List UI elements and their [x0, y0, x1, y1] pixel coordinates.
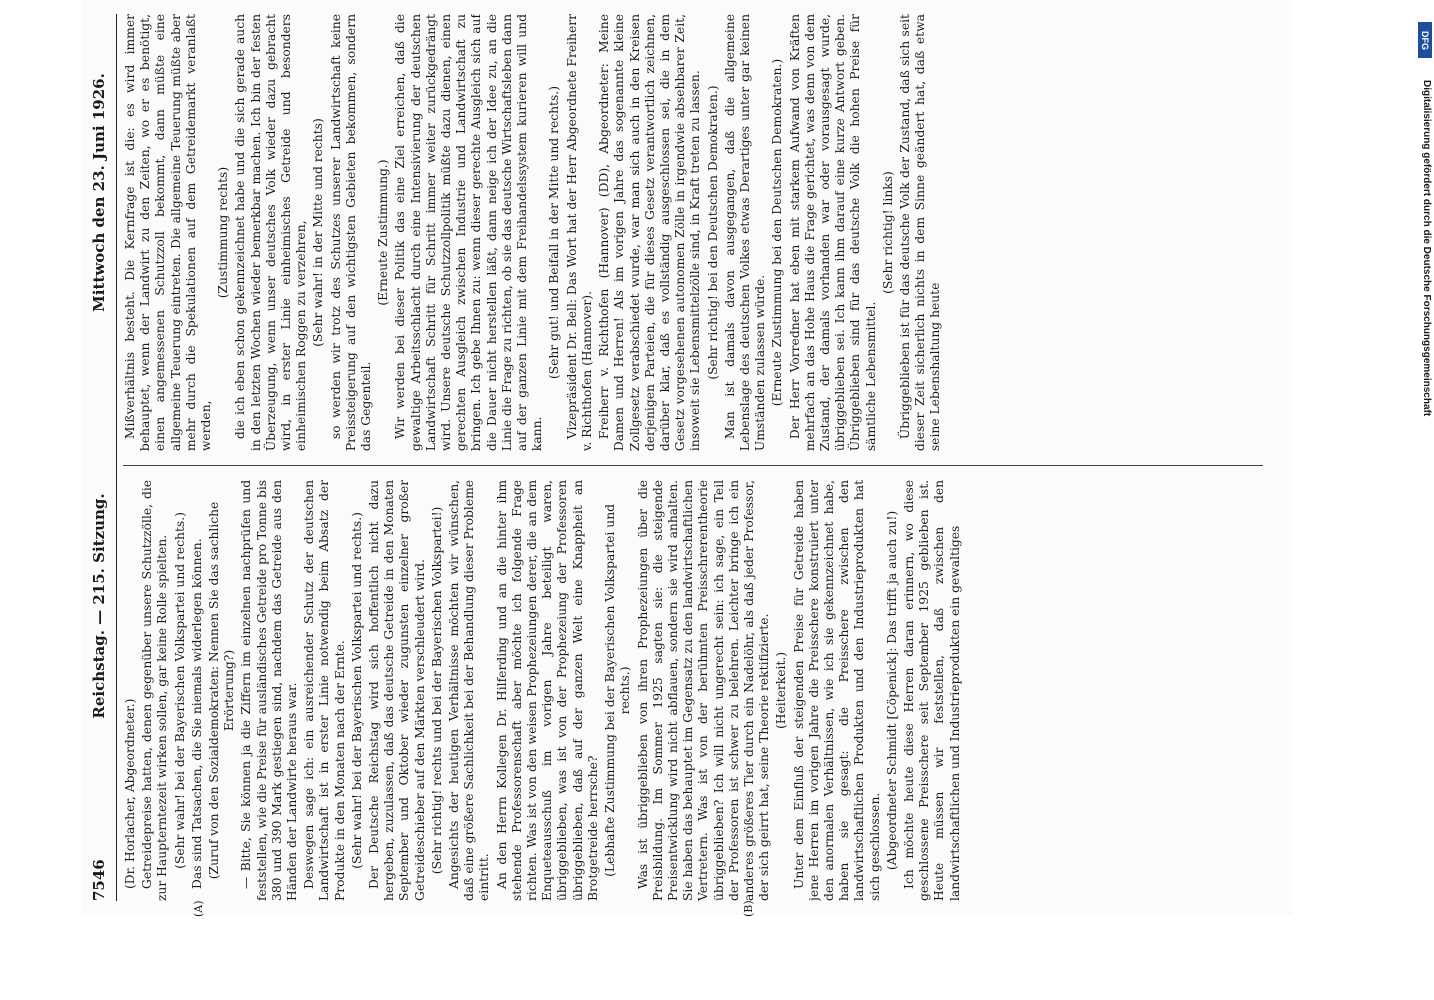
paragraph: Vizepräsident Dr. Bell: Das Wort hat der Herr Abgeordnete Freiherr v. Richthofen (Hannover). — [564, 14, 594, 452]
paragraph: so werden wir trotz des Schutzes unserer Landwirtschaft keine Preissteigerung auf den wichtigsten Gebieten bekommen, sondern das Gegenteil. — [328, 14, 374, 452]
right-column — [123, 14, 1263, 451]
paragraph: An den Herrn Kollegen Dr. Hilferding und an die hinter ihm stehende Professorenschaft aber möchte ich folgende Frage richten. Was ist von den weisen Prophezeiungen derer, die an dem Enqueteausschuß im vorigen Jahre beteiligt waren, übriggeblieben, was ist von der Prophezeiung der Professoren übriggeblieben, daß auf der ganzen Welt eine Knappheit an Brotgetreide herrsche? — [494, 479, 600, 901]
paragraph: Man ist damals davon ausgegangen, daß die allgemeine Lebenslage des deutschen Volkes etwas Derartiges unter gar keinen Umständen zulassen würde. — [722, 14, 768, 452]
paragraph: Das sind Tatsachen, die Sie niemals widerlegen können. — [189, 538, 204, 889]
paragraph: (Erneute Zustimmung.) — [376, 159, 391, 306]
margin-marker-b: (B) — [742, 900, 755, 917]
paragraph: Übriggeblieben ist für das deutsche Volk der Zustand, daß sich seit dieser Zeit sicherlich nichts in dem Sinne geändert hat, daß etwa seine Lebenshaltung heute — [897, 14, 943, 452]
paragraph: — Bitte, Sie können ja die Ziffern im einzelnen nachprüfen und feststellen, wie die Preise für ausländisches Getreide pro Tonne bis 380 und 390 Mark gestiegen sind, nachdem das Getreide aus den Händen der Landwirte heraus war. — [239, 479, 300, 901]
paragraph: Wir werden bei dieser Politik das eine Ziel erreichen, daß die gewaltige Arbeitsschlacht durch eine Intensivierung der deutschen Landwirtschaft Schritt für Schritt immer weiter zurückgedrängt wird. Unsere deutsche Schutzzollpolitik müßte dazu dienen, einen gerechten Ausgleich zwischen Industrie und Landwirtschaft zu bringen. Ich gebe Ihnen zu: wenn dieser gerechte Ausgleich sich auf die Dauer nicht herstellen läßt, dann neige ich der Idee zu, an die Linie die Frage zu richten, ob sie das deutsche Wirtschaftsleben dann auf der ganzen Linie mit dem Freihandelssystem kurieren will und kann. — [393, 14, 545, 452]
paragraph: Der Herr Vorredner hat eben mit starkem Aufwand von Kräften mehrfach an das Hohe Haus die Frage gerichtet, was denn von dem Zustand, der damals vorhanden war oder vorausgesagt wurde, übriggeblieben sei. Ich kann ihm darauf eine kurze Antwort geben. Übriggeblieben sind für das deutsche Volk die hohen Preise für sämtliche Lebensmittel. — [787, 14, 878, 452]
paragraph: (Sehr wahr! in der Mitte und rechts) — [311, 118, 326, 347]
paragraph: (Sehr richtig! rechts und bei der Bayerischen Volkspartei!) — [429, 506, 444, 875]
left-column — [123, 480, 1263, 901]
funding-note-text: Digitalisierung gefördert durch die Deutsche Forschungsgemeinschaft — [1421, 80, 1432, 417]
paragraph: Was ist übriggeblieben von ihren Prophezeiungen über die Preisbildung. Im Sommer 1925 sagten sie: die steigende Preisentwicklung wird nicht abflauen, sondern sie wird anhalten. Sie haben das behauptet im Gegensatz zu den landwirtschaftlichen Vertretern. Was ist von der berühmten Preisschrerentheorie übriggeblieben? Ich will nicht ungerecht sein: ich sage, ein Teil der Professoren ist schwer zu belehren. Leichter bringe ich ein anderes größeres Tier durch ein Nadelöhr, als daß jeder Professor, der sich geirrt hat, seine Theorie rektifizierte. — [635, 479, 772, 901]
paragraph: (Sehr wahr! bei der Bayerischen Volkspartei und rechts.) — [349, 512, 364, 869]
header-rule — [116, 14, 117, 901]
paragraph: (Sehr richtig! bei den Deutschen Demokraten.) — [705, 85, 720, 380]
funding-note — [1416, 10, 1434, 710]
paragraph: (Sehr wahr! bei der Bayerischen Volkspartei und rechts.) — [172, 512, 187, 869]
dfg-logo: DFG — [1418, 22, 1432, 58]
paragraph: Deswegen sage ich: ein ausreichender Schutz der deutschen Landwirtschaft ist in erster Linie notwendig beim Absatz der Produkte in den Monaten nach der Ernte. — [302, 479, 347, 901]
paragraph: Angesichts der heutigen Verhältnisse möchten wir wünschen, daß eine größere Sachlichkeit bei der Behandlung dieser Probleme eintritt. — [447, 479, 492, 901]
paragraph: (Sehr richtig! links) — [880, 171, 895, 294]
paragraph: Freiherr v. Richthofen (Hannover) (DD), Abgeordneter: Meine Damen und Herren! Als im vorigen Jahre das sogenannte kleine Zollgesetz verabschiedet wurde, war man sich auch in den Kreisen derjenigen Parteien, die für dieses Gesetz verantwortlich zeichnen, darüber klar, daß es vollständig ausgeschlossen sei, die in dem Gesetz vorgesehenen autonomen Zölle in irgendwie absehbarer Zeit, insoweit sie Lebensmittelzölle sind, in Kraft treten zu lassen. — [597, 14, 703, 452]
page-header — [90, 14, 114, 901]
margin-marker-a: (A) — [192, 900, 205, 917]
paragraph: Ich möchte heute diese Herren daran erinnern, wo diese geschlossene Preisschere seit September 1925 geblieben ist. Heute müssen wir feststellen, daß zwischen den landwirtschaftlichen und Industrieprodukten ein gewaltiges — [901, 479, 962, 901]
paragraph: (Heiterkeit.) — [774, 651, 789, 730]
paragraph: (Dr. Horlacher, Abgeordneter.) — [123, 698, 137, 889]
header-right-title: Mittwoch den 23. Juni 1926. — [90, 73, 108, 312]
paragraph: (Abgeordneter Schmidt [Cöpenick]: Das trifft ja auch zu!) — [884, 510, 899, 871]
paragraph: (Erneute Zustimmung bei den Deutschen Demokraten.) — [770, 58, 785, 407]
scanned-page — [82, 0, 1292, 915]
paragraph: Unter dem Einfluß der steigenden Preise für Getreide haben jene Herren im vorigen Jahre die Preisschere konstruiert unter den anormalen Verhältnissen, wie ich sie gekennzeichnet habe, haben sie gesagt: die Preisschere zwischen den landwirtschaftlichen Produkten und den Industrieprodukten hat sich geschlossen. — [791, 479, 882, 901]
header-left-title: Reichstag. — 215. Sitzung. — [90, 493, 108, 719]
paragraph: Der Deutsche Reichstag wird sich hoffentlich nicht dazu hergeben, zuzulassen, daß das deutsche Getreide in den Monaten September und Oktober wieder zugunsten einzelner großer Getreideschieber auf den Märkten verschleudert wird. — [367, 479, 427, 901]
paragraph: Getreidepreise hatten, denen gegenüber unsere Schutzzölle, die zur Haupterntezeit wirken sollen, gar keine Rolle spielten. — [140, 479, 170, 901]
paragraph: (Zustimmung rechts) — [216, 166, 231, 299]
page-number: 7546 — [90, 859, 108, 901]
paragraph: die ich eben schon gekennzeichnet habe und die sich gerade auch in den letzten Wochen wieder bemerkbar machen. Ich bin der festen Überzeugung, wenn unser deutsches Volk wieder dazu gebracht wird, in erster Linie einheimisches Getreide und besonders einheimischen Roggen zu verzehren, — [233, 14, 309, 452]
paragraph: (Sehr gut! und Beifall in der Mitte und rechts.) — [547, 85, 562, 380]
paragraph: (Zuruf von den Sozialdemokraten: Nennen Sie das sachliche Erörterung?) — [207, 501, 237, 880]
column-divider — [123, 465, 1263, 466]
paragraph: Mißverhältnis besteht. Die Kernfrage ist die: es wird immer behauptet, wenn der Landwirt zu den Zeiten, wo er es benötigt, einen angemessenen Schutzzoll bekommt, dann müßte eine allgemeine Teuerung eintreten. Die allgemeine Teuerung müßte aber mehr durch die Spekulationen auf dem Getreidemarkt veranlaßt werden, — [123, 14, 214, 452]
paragraph: (Lebhafte Zustimmung bei der Bayerischen Volkspartei und rechts.) — [603, 504, 633, 877]
